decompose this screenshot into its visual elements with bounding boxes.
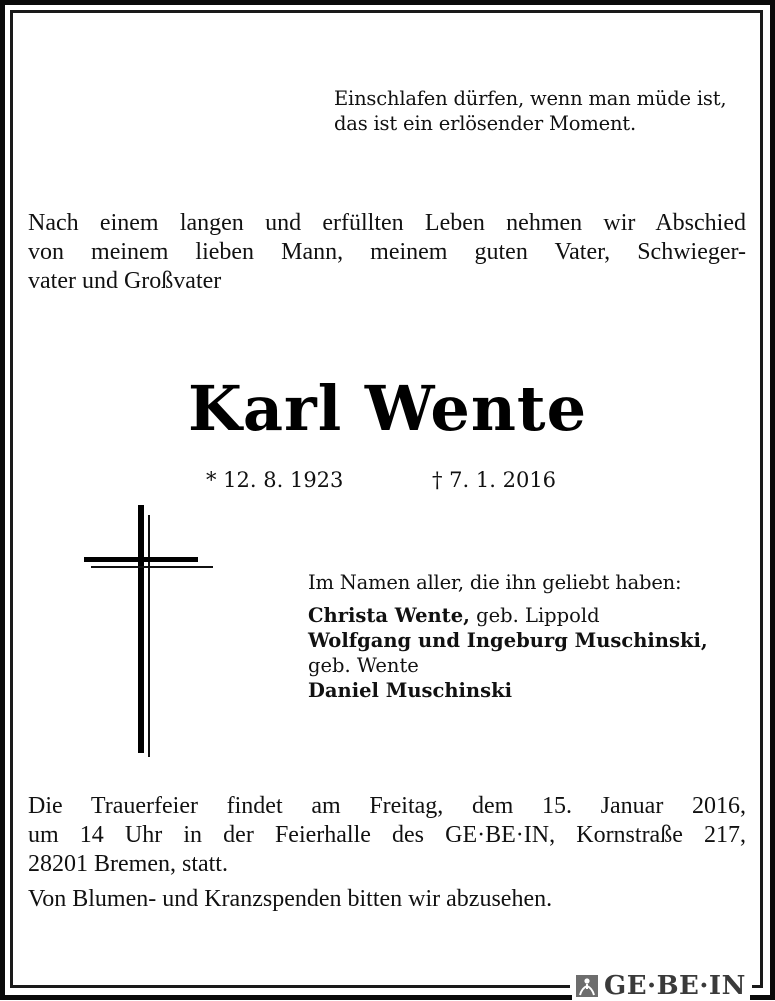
mourner-entry: [308, 628, 708, 653]
funeral-line: um 14 Uhr in der Feierhalle des GE·BE·IN, Kornstraße 217,: [28, 822, 746, 848]
birth-date: * 12. 8. 1923: [206, 468, 344, 492]
intro-paragraph: [28, 209, 746, 296]
gebein-logo: [572, 972, 750, 1000]
funeral-line: 28201 Bremen, statt.: [28, 851, 228, 877]
death-date: † 7. 1. 2016: [432, 468, 557, 492]
mourner-note: geb. Lippold: [469, 604, 600, 627]
motto-quote: [334, 86, 726, 136]
mourner-entry: [308, 678, 708, 703]
gebein-logo-text: GE·BE·IN: [604, 971, 746, 1001]
mourner-entry: [308, 653, 708, 678]
motto-line: das ist ein erlösender Moment.: [334, 112, 636, 135]
inner-border-bottom-left: [10, 985, 570, 988]
mourner-note: geb. Wente: [308, 654, 419, 677]
gebein-figure-icon: [576, 975, 598, 997]
funeral-details: [28, 792, 746, 879]
mourner-name: Christa Wente,: [308, 604, 470, 627]
flowers-request: Von Blumen- und Kranzspenden bitten wir abzusehen.: [28, 886, 553, 912]
mourner-name: Daniel Muschinski: [308, 679, 513, 702]
funeral-line: Die Trauerfeier findet am Freitag, dem 15. Januar 2016,: [28, 793, 746, 819]
mourner-entry: [308, 603, 708, 628]
intro-line: von meinem lieben Mann, meinem guten Vater, Schwieger-: [28, 239, 746, 265]
inner-border-bottom-right: [752, 985, 763, 988]
motto-line: Einschlafen dürfen, wenn man müde ist,: [334, 87, 727, 110]
mourners-lead: Im Namen aller, die ihn geliebt haben:: [308, 571, 682, 594]
mourners-block: [308, 570, 708, 703]
deceased-name: Karl Wente: [187, 372, 588, 445]
mourner-name: Wolfgang und Ingeburg Muschinski,: [308, 629, 708, 652]
intro-line: Nach einem langen und erfüllten Leben nehmen wir Abschied: [28, 210, 746, 236]
intro-line: vater und Großvater: [28, 268, 222, 294]
cross-icon: [84, 505, 216, 757]
